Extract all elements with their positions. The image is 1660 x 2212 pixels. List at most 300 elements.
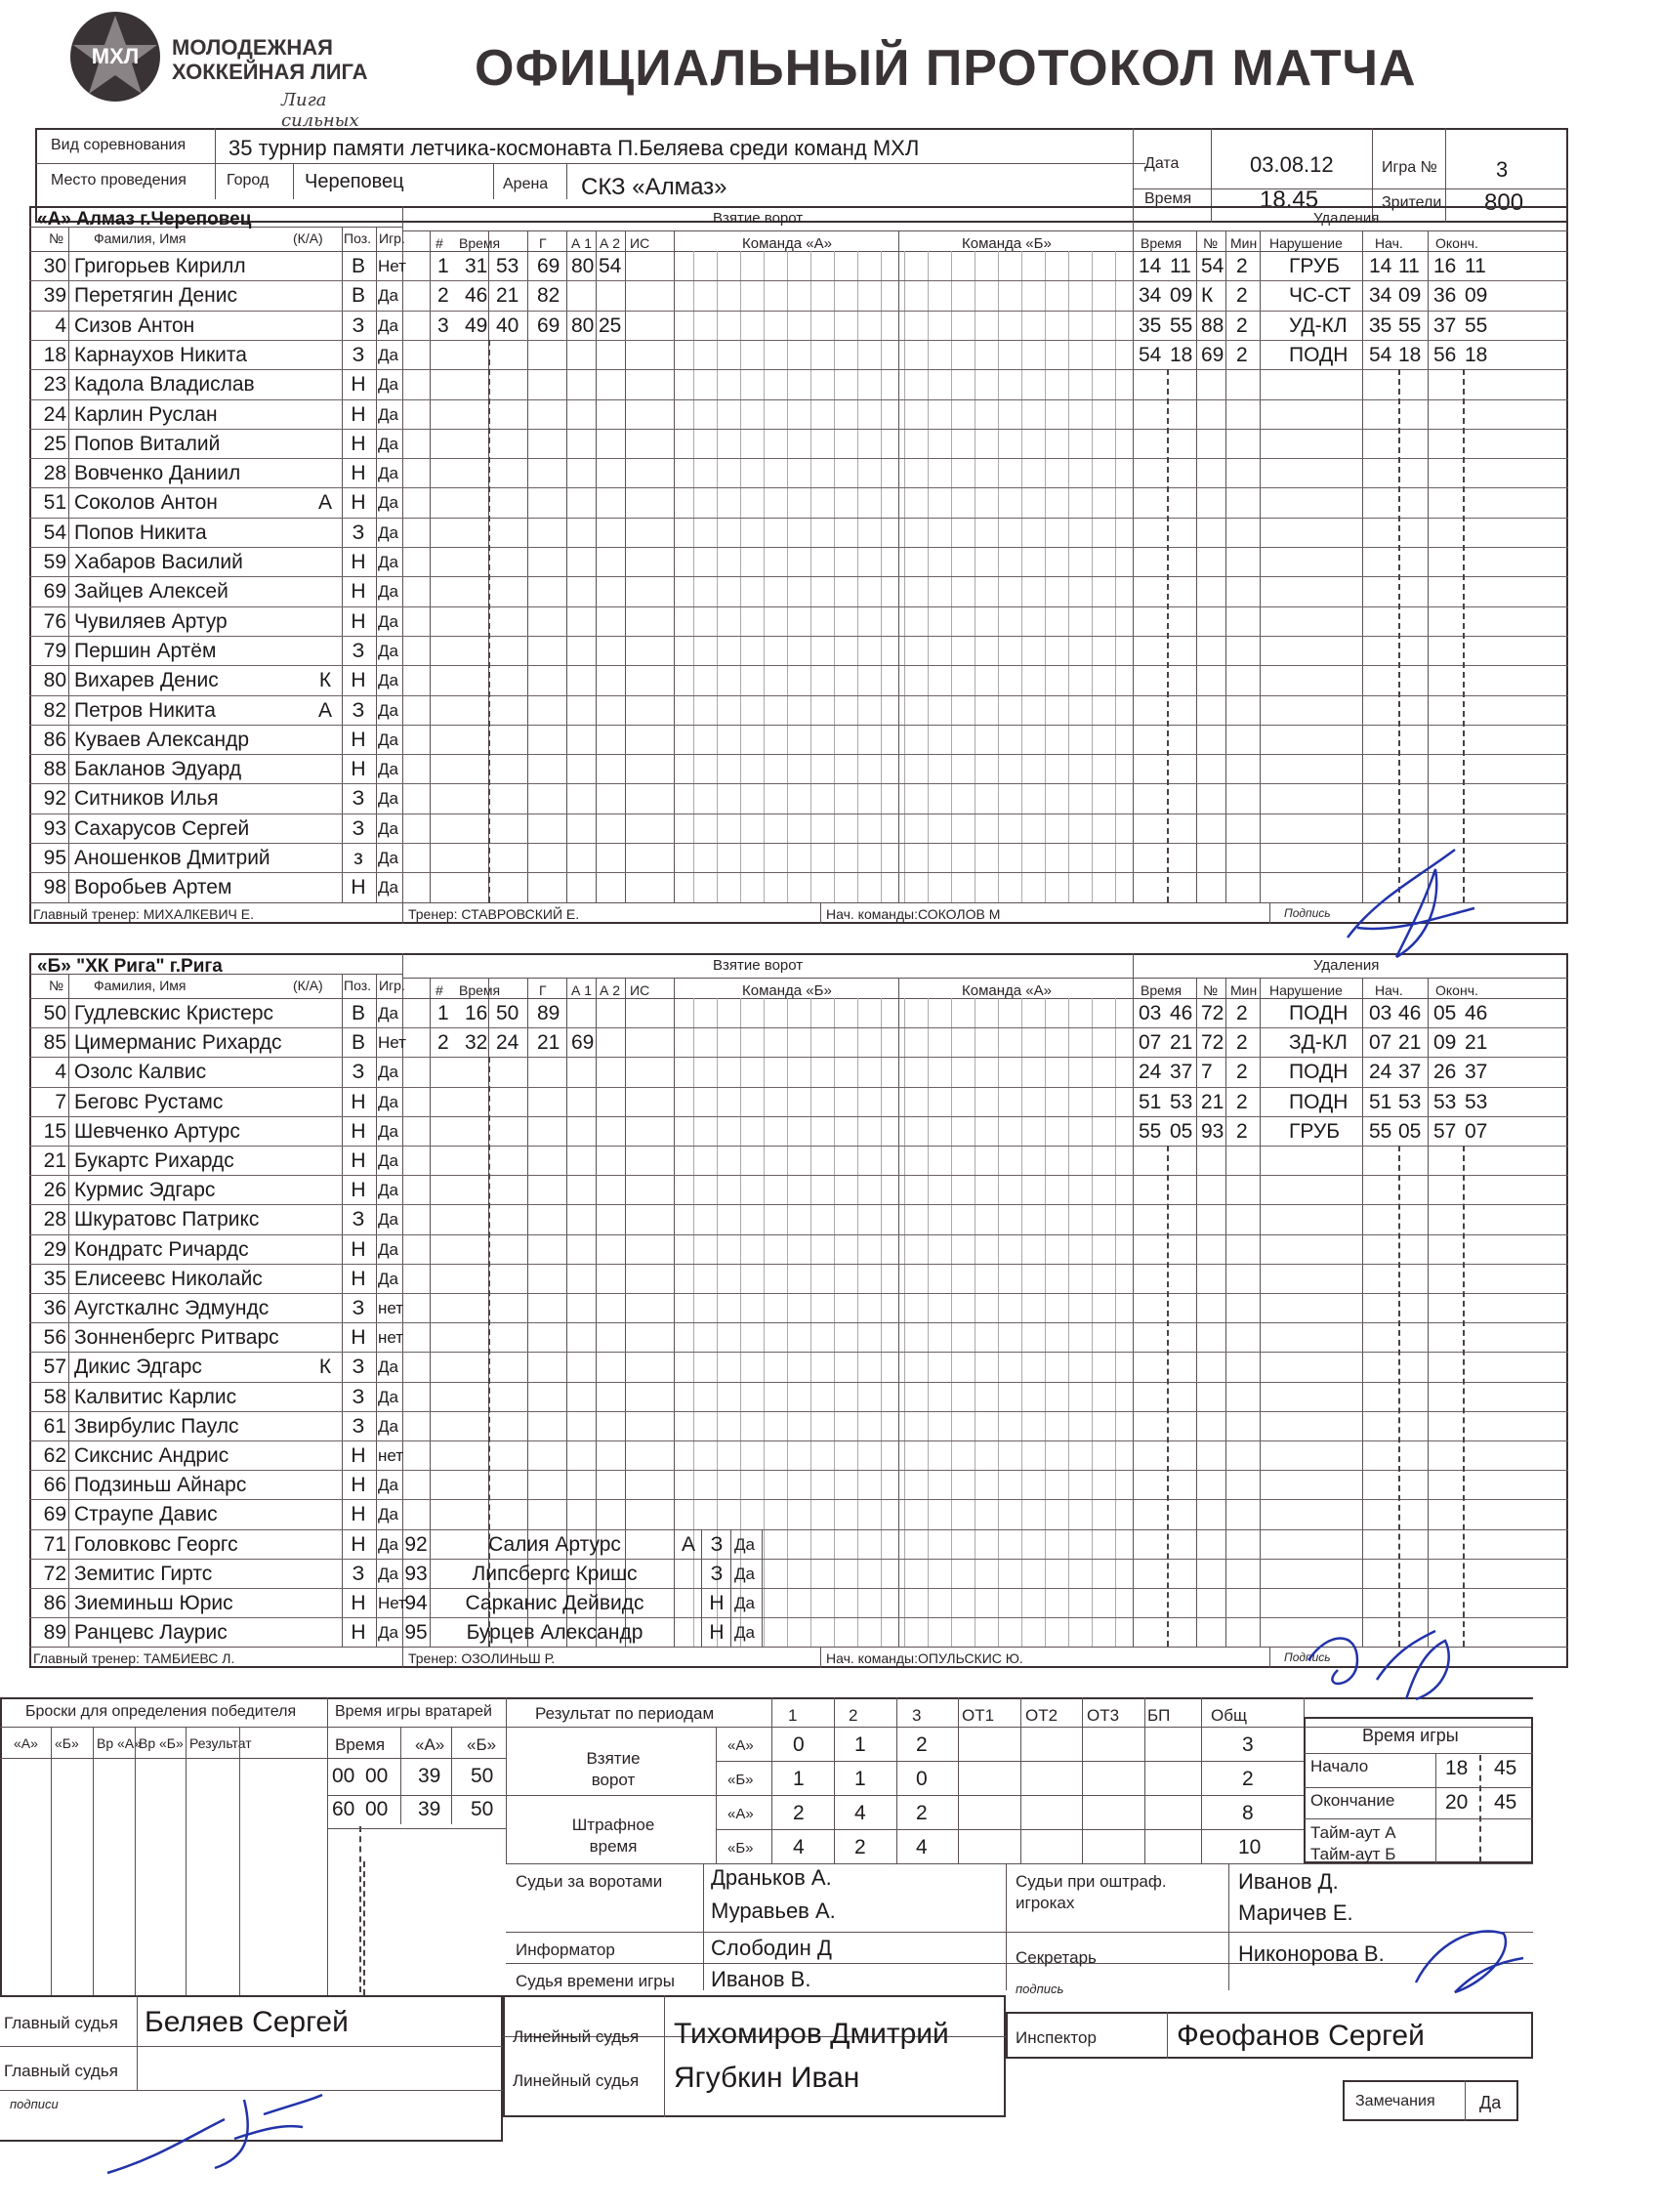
player-pos: Н xyxy=(351,580,366,604)
rule-line xyxy=(29,1146,1568,1147)
dash-line xyxy=(1167,369,1169,901)
remarks-label: Замечания xyxy=(1355,2093,1435,2109)
pen-time-s: 09 xyxy=(1170,284,1193,308)
inspector-label: Инспектор xyxy=(1016,2028,1097,2047)
total-pim-b: 10 xyxy=(1238,1836,1262,1858)
player-name: Сахарусов Сергей xyxy=(74,816,250,840)
col-pos: Поз. xyxy=(344,230,371,246)
player-pos: Н xyxy=(351,462,366,485)
timeout-a-label: Тайм-аут А xyxy=(1310,1823,1396,1842)
pen-start-m: 14 xyxy=(1369,255,1392,277)
goal-min: 32 xyxy=(465,1031,488,1055)
rule-line xyxy=(29,1588,1568,1589)
player-pos: З xyxy=(352,787,365,811)
rule-line xyxy=(1196,978,1197,1647)
player-pos: Н xyxy=(351,1237,366,1261)
comp-value: 35 турнир памяти летчика-космонавта П.Беляева среди команд МХЛ xyxy=(228,136,920,160)
pen-start-m: 03 xyxy=(1369,1002,1392,1024)
team-header: «Б» "ХК Рига" г.Рига xyxy=(37,956,223,977)
goal-scorer: 89 xyxy=(537,1002,560,1024)
player-name: Липсбергс Кришс xyxy=(472,1562,638,1585)
pen-infraction: ГРУБ xyxy=(1289,1119,1341,1143)
player-name: Ситников Илья xyxy=(74,787,219,811)
rule-line xyxy=(29,606,1568,607)
rule-line xyxy=(29,487,1568,488)
player-pos: З xyxy=(352,1061,365,1084)
player-play: Да xyxy=(734,1534,755,1554)
goal-col: # xyxy=(436,235,443,251)
pen-time-s: 37 xyxy=(1170,1061,1193,1084)
player-no: 80 xyxy=(43,669,66,692)
player-pos: Н xyxy=(351,1444,366,1467)
player-ka: К xyxy=(318,1356,332,1379)
player-no: 95 xyxy=(43,847,66,869)
pen-start-s: 21 xyxy=(1398,1031,1422,1055)
player-no: 23 xyxy=(43,373,66,396)
player-play: Да xyxy=(378,315,398,335)
player-no: 69 xyxy=(43,580,66,604)
goal-sec: 24 xyxy=(496,1031,519,1055)
pen-end-s: 21 xyxy=(1465,1031,1488,1055)
rule-line xyxy=(29,1027,1568,1028)
goal-a1: 69 xyxy=(571,1031,595,1055)
rule-line xyxy=(29,1264,1568,1265)
rule-line xyxy=(68,227,69,902)
rule-line xyxy=(29,1440,1568,1441)
rule-line xyxy=(701,1529,702,1648)
team-a-label: Команда «А» xyxy=(742,235,832,252)
rule-line xyxy=(29,576,1568,577)
player-name: Аугсткалнс Эдмундс xyxy=(74,1297,270,1319)
rule-line xyxy=(430,230,431,902)
player-no: 92 xyxy=(404,1532,428,1556)
pen-end-s: 55 xyxy=(1465,313,1488,337)
player-no: 66 xyxy=(43,1474,66,1497)
time-value: 18.45 xyxy=(1260,187,1319,213)
player-play: Да xyxy=(378,1534,398,1554)
pim-label: Штрафное время xyxy=(571,1816,655,1857)
player-pos: Н xyxy=(351,609,366,633)
rule-line xyxy=(135,1727,136,1995)
pen-infraction: ПОДН xyxy=(1289,1061,1349,1084)
dash-line xyxy=(1479,1755,1481,1862)
pen-col: № xyxy=(1203,982,1219,998)
player-play: нет xyxy=(378,1328,404,1348)
player-name: Григорьев Кирилл xyxy=(74,255,246,277)
player-pos: Н xyxy=(351,1503,366,1526)
player-no: 86 xyxy=(43,728,66,751)
start-min: 45 xyxy=(1494,1757,1517,1779)
informer-value: Слободин Д xyxy=(711,1936,832,1960)
player-name: Букартс Рихардс xyxy=(74,1149,234,1172)
rule-line xyxy=(376,974,377,1647)
rule-line xyxy=(29,1087,1568,1088)
pen-player: 72 xyxy=(1201,1002,1224,1024)
team-tag: «Б» xyxy=(727,1772,754,1788)
player-name: Головковс Георгс xyxy=(74,1532,238,1556)
pen-col: Нарушение xyxy=(1269,982,1343,998)
player-play: Да xyxy=(378,434,398,453)
goal-num: 2 xyxy=(437,1031,449,1055)
rule-line xyxy=(1020,1697,1021,1863)
player-pos: З xyxy=(352,1385,365,1408)
pen-min: 2 xyxy=(1236,1031,1248,1055)
player-name: Аношенков Дмитрий xyxy=(74,847,270,869)
goal-judge-1: Драньков А. xyxy=(711,1865,832,1890)
pen-end-s: 18 xyxy=(1465,343,1488,366)
goal-num: 3 xyxy=(437,313,449,337)
timekeeper-label: Судья времени игры xyxy=(516,1972,675,1990)
player-ka: К xyxy=(318,669,332,692)
rule-line xyxy=(29,1293,1568,1294)
rule-line xyxy=(29,1470,1568,1471)
shootout-col: «Б» xyxy=(55,1735,79,1751)
team-b-label: Команда «Б» xyxy=(962,235,1052,252)
periods-title: Результат по периодам xyxy=(535,1704,715,1723)
rule-line xyxy=(29,1322,1568,1323)
rule-line xyxy=(958,1697,959,1863)
rule-line xyxy=(1144,1697,1145,1863)
rule-line xyxy=(327,1828,506,1829)
rule-line xyxy=(29,754,1568,755)
period-col: БП xyxy=(1147,1706,1171,1725)
player-play: Да xyxy=(378,878,398,897)
rule-line xyxy=(1260,230,1261,902)
player-name: Вовченко Даниил xyxy=(74,462,241,485)
rule-line xyxy=(402,230,1133,231)
period-pim-b: 2 xyxy=(854,1836,866,1858)
player-name: Бакланов Эдуард xyxy=(74,758,242,781)
pen-player: 7 xyxy=(1201,1061,1213,1084)
period-goal-b: 0 xyxy=(916,1768,928,1790)
rule-line xyxy=(342,974,343,1647)
rule-line xyxy=(29,518,1568,519)
player-name: Калвитис Карлис xyxy=(74,1385,237,1408)
player-pos: Н xyxy=(709,1592,725,1614)
player-no: 39 xyxy=(43,284,66,308)
pen-end-m: 57 xyxy=(1433,1119,1457,1143)
player-no: 93 xyxy=(43,816,66,840)
rule-line xyxy=(342,227,343,902)
player-name: Сизов Антон xyxy=(74,313,195,337)
col-name: Фамилия, Имя xyxy=(94,978,187,993)
rule-line xyxy=(1082,1697,1083,1863)
goalie-a: 39 xyxy=(418,1798,441,1820)
rule-line xyxy=(29,1617,1568,1618)
player-no: 61 xyxy=(43,1414,66,1438)
city-label: Город xyxy=(227,172,270,188)
goal-col: А 1 xyxy=(571,235,593,251)
player-no: 4 xyxy=(55,1061,66,1084)
player-no: 28 xyxy=(43,462,66,485)
page-title: ОФИЦИАЛЬНЫЙ ПРОТОКОЛ МАТЧА xyxy=(475,40,1417,97)
pen-col: Нач. xyxy=(1375,982,1403,998)
pen-col: Оконч. xyxy=(1435,982,1478,998)
pen-start-s: 53 xyxy=(1398,1090,1422,1113)
signs-label: подписи xyxy=(10,2097,59,2111)
player-pos: Н xyxy=(351,1621,366,1645)
player-name: Зонненбергс Ритварс xyxy=(74,1326,279,1350)
pen-end-s: 09 xyxy=(1465,284,1488,308)
dash-line xyxy=(488,340,490,902)
goals-header: Взятие ворот xyxy=(713,957,804,974)
player-pos: Н xyxy=(351,1149,366,1172)
player-pos: З xyxy=(352,343,365,366)
logo-slogan: Лига сильных xyxy=(281,90,359,131)
goal-sec: 53 xyxy=(496,255,519,277)
rule-line xyxy=(29,1204,1568,1205)
rule-line xyxy=(451,1727,452,1824)
player-pos: З xyxy=(710,1562,724,1585)
player-ka: А xyxy=(681,1532,695,1556)
goalie-col: Время xyxy=(335,1735,386,1754)
player-name: Зиеминьш Юрис xyxy=(74,1592,233,1614)
goal-judge-2: Муравьев А. xyxy=(711,1899,836,1923)
player-no: 35 xyxy=(43,1267,66,1290)
spect-value: 800 xyxy=(1484,189,1524,216)
player-name: Ранцевс Лаурис xyxy=(74,1621,228,1645)
head-coach: Главный тренер: МИХАЛКЕВИЧ Е. xyxy=(33,905,254,922)
lin1-value: Тихомиров Дмитрий xyxy=(674,2018,949,2050)
goalie-col: «А» xyxy=(415,1735,445,1754)
pen-end-s: 46 xyxy=(1465,1002,1488,1024)
player-pos: З xyxy=(352,1414,365,1438)
rule-line xyxy=(29,547,1568,548)
league-logo xyxy=(66,8,389,131)
pen-start-m: 51 xyxy=(1369,1090,1392,1113)
rule-line xyxy=(186,1727,187,1995)
player-name: Попов Виталий xyxy=(74,432,221,455)
secretary-signature xyxy=(1396,1914,1533,2002)
pen-player: 21 xyxy=(1201,1090,1224,1113)
pen-start-s: 09 xyxy=(1398,284,1422,308)
pen-start-s: 11 xyxy=(1398,255,1420,277)
player-name: Карлин Руслан xyxy=(74,402,218,426)
player-play: Да xyxy=(378,404,398,424)
rule-line xyxy=(1269,902,1270,924)
pen-infraction: ПОДН xyxy=(1289,1090,1349,1113)
gametime-title: Время игры xyxy=(1362,1726,1459,1745)
player-no: 51 xyxy=(43,491,66,515)
player-no: 94 xyxy=(404,1592,428,1614)
rule-line xyxy=(29,695,1568,696)
player-pos: Н xyxy=(351,1267,366,1290)
period-pim-b: 4 xyxy=(793,1836,805,1858)
pen-end-s: 07 xyxy=(1465,1119,1488,1143)
pen-time-m: 55 xyxy=(1139,1119,1162,1143)
goal-num: 1 xyxy=(437,255,449,277)
rule-line xyxy=(527,230,528,902)
player-pos: Н xyxy=(351,669,366,692)
pen-player: К xyxy=(1201,284,1214,308)
inspector-value: Феофанов Сергей xyxy=(1177,2020,1425,2052)
rule-line xyxy=(29,1352,1568,1353)
player-no: 4 xyxy=(55,313,66,337)
goal-min: 16 xyxy=(465,1002,488,1024)
pen-col: № xyxy=(1203,235,1219,251)
player-pos: З xyxy=(352,1356,365,1379)
player-pos: Н xyxy=(351,1179,366,1202)
timeout-b-label: Тайм-аут Б xyxy=(1310,1845,1396,1863)
player-play: Да xyxy=(378,1181,398,1200)
player-no: 71 xyxy=(43,1532,66,1556)
player-no: 26 xyxy=(43,1179,66,1202)
rule-line xyxy=(376,227,377,902)
player-name: Перетягин Денис xyxy=(74,284,237,308)
player-name: Хабаров Василий xyxy=(74,551,243,573)
pen-time-m: 03 xyxy=(1139,1002,1162,1024)
shootout-col: Вр «А» xyxy=(97,1735,142,1751)
team-header: «А» Алмаз г.Череповец xyxy=(37,209,252,230)
pen-time-s: 18 xyxy=(1170,343,1193,366)
rule-line xyxy=(1362,978,1363,1647)
pen-min: 2 xyxy=(1236,284,1248,308)
dash-line xyxy=(359,1826,361,1992)
pen-end-m: 37 xyxy=(1433,313,1457,337)
rule-line xyxy=(506,1795,1304,1796)
rule-line xyxy=(29,1234,1568,1235)
place-label: Место проведения xyxy=(51,172,187,188)
goal-scorer: 69 xyxy=(537,255,560,277)
goalie-time-s: 00 xyxy=(365,1765,389,1787)
player-name: Земитис Гиртс xyxy=(74,1562,213,1585)
player-play: Нет xyxy=(378,1594,406,1612)
rule-line xyxy=(29,1499,1568,1500)
rule-line xyxy=(1304,1818,1533,1819)
player-pos: Н xyxy=(351,373,366,396)
svg-text:МХЛ: МХЛ xyxy=(91,44,140,68)
player-no: 24 xyxy=(43,402,66,426)
team-a-signature xyxy=(1338,840,1484,977)
goal-col: А 2 xyxy=(600,982,621,998)
goalie-time-s: 00 xyxy=(365,1798,389,1820)
player-play: Нет xyxy=(378,1033,406,1053)
team-chief: Нач. команды:ОПУЛЬСКИС Ю. xyxy=(826,1650,1023,1667)
player-ka: А xyxy=(317,698,332,722)
player-play: Да xyxy=(378,1357,398,1377)
period-col: ОТ1 xyxy=(962,1706,995,1725)
rule-line xyxy=(1304,1787,1533,1788)
pen-infraction: ПОДН xyxy=(1289,1002,1349,1024)
rule-line xyxy=(820,902,821,924)
player-no: 82 xyxy=(43,698,66,722)
period-goal-b: 1 xyxy=(793,1768,805,1790)
pen-start-m: 35 xyxy=(1369,313,1392,337)
total-pim-a: 8 xyxy=(1242,1802,1254,1824)
pen-col: Время xyxy=(1141,235,1183,251)
rule-line xyxy=(239,1727,240,1995)
dash-line xyxy=(1398,369,1400,901)
goal-sec: 40 xyxy=(496,313,519,337)
pen-start-m: 34 xyxy=(1369,284,1392,308)
goal-scorer: 21 xyxy=(537,1031,560,1055)
player-no: 28 xyxy=(43,1208,66,1231)
player-no: 76 xyxy=(43,609,66,633)
pen-time-s: 21 xyxy=(1170,1031,1193,1055)
player-no: 7 xyxy=(55,1090,66,1113)
pen-min: 2 xyxy=(1236,255,1248,277)
player-name: Соколов Антон xyxy=(74,491,218,515)
player-pos: Н xyxy=(351,432,366,455)
player-play: Да xyxy=(378,1564,398,1583)
comp-label: Вид соревнования xyxy=(51,137,187,153)
pen-judge-1: Иванов Д. xyxy=(1238,1869,1339,1894)
pen-time-s: 05 xyxy=(1170,1119,1193,1143)
player-pos: З xyxy=(352,816,365,840)
pen-player: 69 xyxy=(1201,343,1224,366)
player-no: 59 xyxy=(43,551,66,573)
informer-label: Информатор xyxy=(516,1941,615,1959)
player-no: 93 xyxy=(404,1562,428,1585)
rule-line xyxy=(29,725,1568,726)
referee-signature xyxy=(98,2080,332,2188)
rule-line xyxy=(898,978,899,1647)
time-label: Время xyxy=(1144,190,1192,207)
shootout-title: Броски для определения победителя xyxy=(25,1703,297,1720)
player-play: Да xyxy=(378,1210,398,1230)
player-no: 69 xyxy=(43,1503,66,1526)
player-no: 29 xyxy=(43,1237,66,1261)
player-no: 86 xyxy=(43,1592,66,1614)
player-play: Да xyxy=(378,1004,398,1023)
pen-start-s: 46 xyxy=(1398,1002,1422,1024)
pen-time-m: 14 xyxy=(1139,255,1162,277)
player-name: Бурцев Александр xyxy=(466,1621,643,1645)
player-no: 89 xyxy=(43,1621,66,1645)
player-name: Петров Никита xyxy=(74,698,216,722)
goals-header: Взятие ворот xyxy=(713,210,804,227)
player-name: Страупе Давис xyxy=(74,1503,218,1526)
pen-infraction: УД-КЛ xyxy=(1289,313,1348,337)
rule-line xyxy=(29,1529,1568,1530)
rule-line xyxy=(820,1647,821,1668)
rule-line xyxy=(29,783,1568,784)
player-pos: З xyxy=(352,698,365,722)
goal-judges-label: Судьи за воротами xyxy=(516,1872,663,1891)
player-no: 36 xyxy=(43,1297,66,1319)
player-pos: Н xyxy=(351,1532,366,1556)
logo-line1: МОЛОДЕЖНАЯ xyxy=(172,35,333,60)
pen-col: Мин xyxy=(1230,235,1258,251)
pen-end-m: 09 xyxy=(1433,1031,1457,1055)
pen-min: 2 xyxy=(1236,1002,1248,1024)
pen-time-s: 11 xyxy=(1170,255,1191,277)
pen-col: Мин xyxy=(1230,982,1258,998)
player-pos: з xyxy=(353,847,363,869)
pen-min: 2 xyxy=(1236,313,1248,337)
game-value: 3 xyxy=(1496,157,1509,182)
rule-line xyxy=(400,1727,401,1824)
rule-line xyxy=(1428,230,1429,902)
rule-line xyxy=(1362,230,1363,902)
ref1-label: Главный судья xyxy=(4,2014,118,2032)
ref2-label: Главный судья xyxy=(4,2062,118,2080)
player-name: Куваев Александр xyxy=(74,728,250,751)
goalie-a: 39 xyxy=(418,1765,441,1787)
pen-time-s: 46 xyxy=(1170,1002,1193,1024)
rule-line xyxy=(762,1529,763,1648)
spect-label: Зрители xyxy=(1382,194,1442,211)
rule-line xyxy=(1225,230,1226,902)
player-name: Першин Артём xyxy=(74,639,217,662)
city-value: Череповец xyxy=(305,171,404,192)
pen-start-s: 37 xyxy=(1398,1061,1422,1084)
secretary-label: Секретарь xyxy=(1016,1948,1097,1967)
rule-line xyxy=(29,340,1568,341)
goalie-b: 50 xyxy=(471,1765,494,1787)
rule-line xyxy=(898,230,899,902)
team-tag: «Б» xyxy=(727,1840,754,1857)
